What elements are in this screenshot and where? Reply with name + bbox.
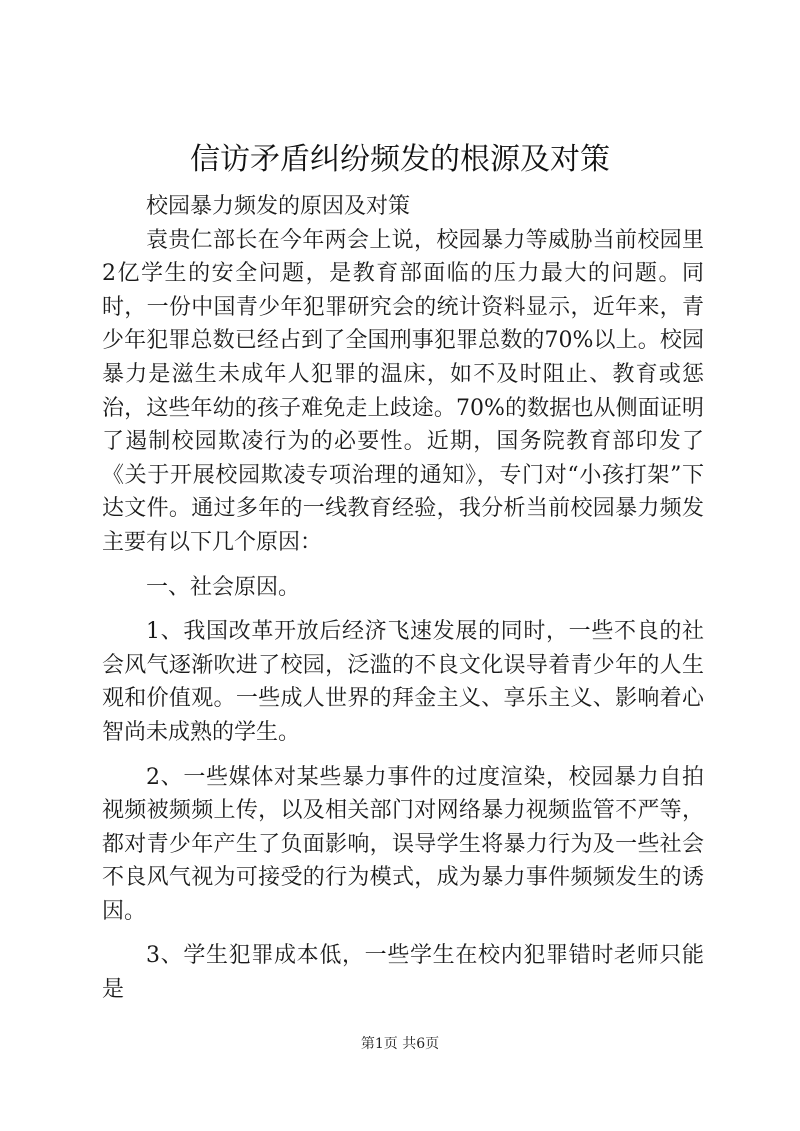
paragraph-point-2: 2、一些媒体对某些暴力事件的过度渲染，校园暴力自拍视频被频频上传，以及相关部门对网络暴力视频监管不严等，都对青少年产生了负面影响，误导学生将暴力行为及一些社会不良风气视为可接受的行为模式，成为暴力事件频频发生的诱因。 <box>102 764 704 924</box>
page-footer <box>0 1034 800 1054</box>
document-body <box>102 190 704 1007</box>
paragraph-point-3: 3、学生犯罪成本低，一些学生在校内犯罪错时老师只能是 <box>102 943 704 1003</box>
paragraph-subtitle: 校园暴力频发的原因及对策 <box>146 194 411 219</box>
paragraph-intro: 袁贵仁部长在今年两会上说，校园暴力等威胁当前校园里2亿学生的安全问题，是教育部面临的压力最大的问题。同时，一份中国青少年犯罪研究会的统计资料显示，近年来，青少年犯罪总数已经占到了全国刑事犯罪总数的70%以上。校园暴力是滋生未成年人犯罪的温床，如不及时阻止、教育或惩治，这些年幼的孩子难免走上歧途。70%的数据也从侧面证明了遏制校园欺凌行为的必要性。近期，国务院教育部印发了《关于开展校园欺凌专项治理的通知》，专门对“小孩打架”下达文件。通过多年的一线教育经验，我分析当前校园暴力频发主要有以下几个原因： <box>102 227 704 555</box>
paragraph-point-1: 1、我国改革开放后经济飞速发展的同时，一些不良的社会风气逐渐吹进了校园，泛滥的不良文化误导着青少年的人生观和价值观。一些成人世界的拜金主义、享乐主义、影响着心智尚未成熟的学生。 <box>102 619 704 745</box>
paragraph-section-heading: 一、社会原因。 <box>146 574 301 600</box>
page-number-label: 第1页 共6页 <box>360 1036 440 1052</box>
document-title: 信访矛盾纠纷频发的根源及对策 <box>190 142 610 177</box>
